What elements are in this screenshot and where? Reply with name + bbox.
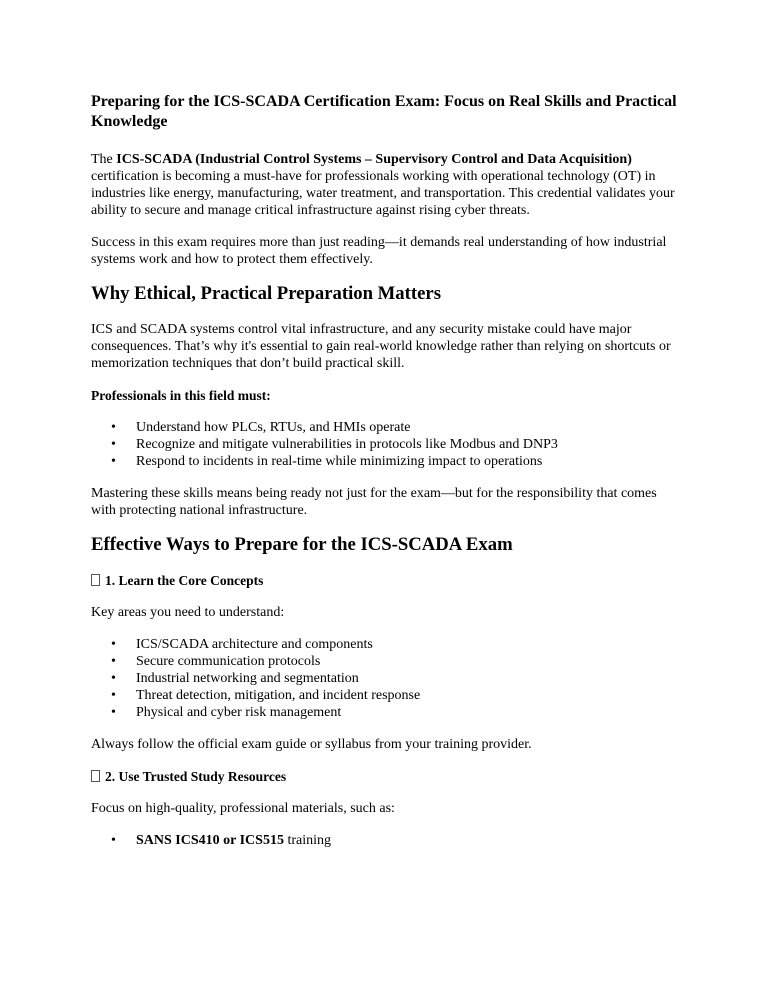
missing-glyph-icon bbox=[91, 574, 100, 586]
section1-list bbox=[91, 419, 681, 470]
section1-lead: Professionals in this field must: bbox=[91, 388, 271, 403]
list-item bbox=[91, 832, 681, 849]
step1-label: 1. Learn the Core Concepts bbox=[105, 573, 264, 588]
intro-paragraph-2: Success in this exam requires more than just reading—it demands real understanding of how industrial systems work and how to protect them effectively. bbox=[91, 235, 667, 267]
list-item: • Understand how PLCs, RTUs, and HMIs operate bbox=[91, 419, 681, 436]
missing-glyph-icon bbox=[91, 770, 100, 782]
list-item: • Secure communication protocols bbox=[91, 653, 681, 670]
step2-label: 2. Use Trusted Study Resources bbox=[105, 769, 287, 784]
step1-heading bbox=[91, 572, 681, 589]
step2-list bbox=[91, 832, 681, 849]
step1-note: Always follow the official exam guide or syllabus from your training provider. bbox=[91, 737, 532, 752]
list-item: • Threat detection, mitigation, and incident response bbox=[91, 687, 681, 704]
section1-heading: Why Ethical, Practical Preparation Matters bbox=[91, 283, 441, 304]
section2-heading: Effective Ways to Prepare for the ICS-SCADA Exam bbox=[91, 534, 513, 555]
intro-bold-term: ICS-SCADA (Industrial Control Systems – Supervisory Control and Data Acquisition) bbox=[116, 152, 632, 167]
intro-rest: certification is becoming a must-have for professionals working with operational technology (OT) in industries like energy, manufacturing, water treatment, and transportation. This credential validates your ability to secure and manage critical infrastructure against rising cyber threats. bbox=[91, 169, 675, 218]
step2-heading bbox=[91, 768, 681, 785]
resource-name: SANS ICS410 or ICS515 bbox=[136, 833, 284, 848]
list-item: • Industrial networking and segmentation bbox=[91, 670, 681, 687]
list-item: • Recognize and mitigate vulnerabilities in protocols like Modbus and DNP3 bbox=[91, 436, 681, 453]
intro-paragraph bbox=[91, 151, 681, 219]
step2-intro: Focus on high-quality, professional materials, such as: bbox=[91, 801, 395, 816]
list-item: • Respond to incidents in real-time while minimizing impact to operations bbox=[91, 453, 681, 470]
list-item: • ICS/SCADA architecture and components bbox=[91, 636, 681, 653]
resource-suffix: training bbox=[283, 833, 331, 848]
step1-intro: Key areas you need to understand: bbox=[91, 605, 285, 620]
document-page bbox=[91, 92, 681, 864]
list-item: • Physical and cyber risk management bbox=[91, 704, 681, 721]
step1-list bbox=[91, 636, 681, 721]
section1-closing: Mastering these skills means being ready not just for the exam—but for the responsibility that comes with protecting national infrastructure. bbox=[91, 486, 657, 518]
section1-paragraph: ICS and SCADA systems control vital infrastructure, and any security mistake could have major consequences. That’s why it's essential to gain real-world knowledge rather than relying on shortcuts or memorization techniques that don’t build practical skill. bbox=[91, 322, 671, 371]
intro-prefix: The bbox=[91, 152, 117, 167]
document-title: Preparing for the ICS-SCADA Certification Exam: Focus on Real Skills and Practical Knowledge bbox=[91, 93, 677, 130]
